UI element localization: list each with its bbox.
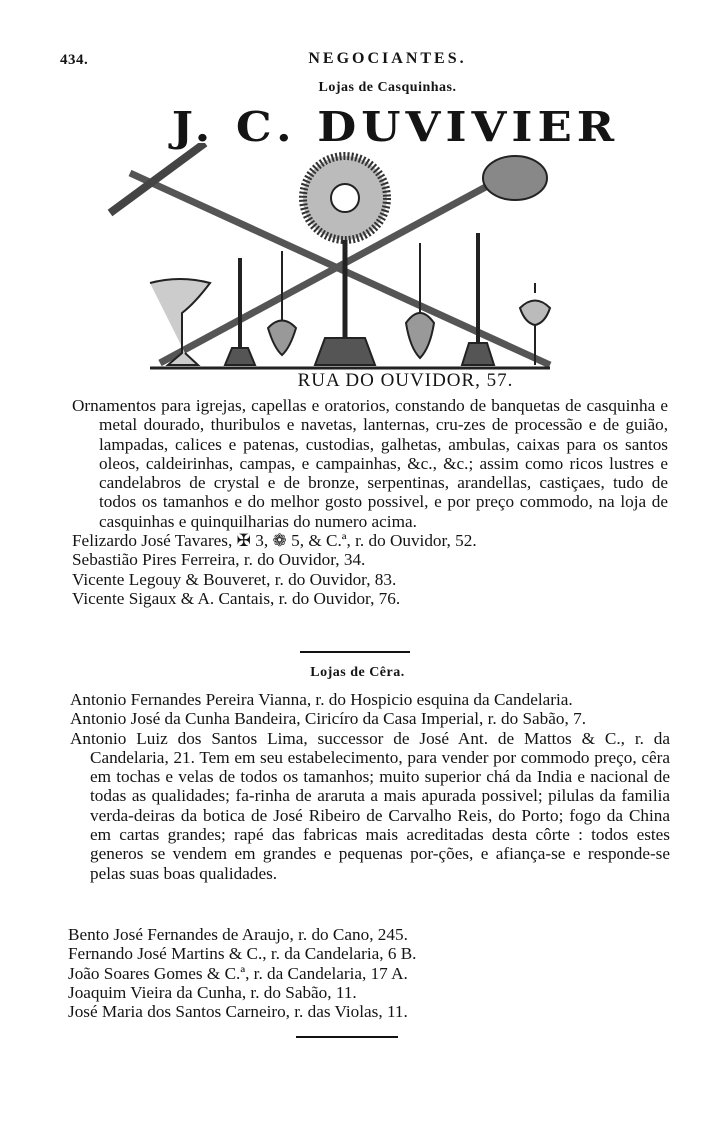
- page-number: 434.: [60, 52, 89, 68]
- section-divider: [300, 651, 410, 653]
- list-item: João Soares Gomes & C.ª, r. da Candelaria, 17 A.: [68, 963, 408, 983]
- casquinhas-listing: [72, 396, 668, 608]
- advert-paragraph: Ornamentos para igrejas, capellas e oratorios, constando de banquetas de casquinha e metal dourado, thuribulos e navetas, lanternas, cru-zes de processão e de guião, lampadas, calices e patenas, custodias, galhetas, ambulas, caixas para os santos oleos, caldeirinhas, campas, e campainhas, &c., &c.; assim como ricos lustres e candelabros de crystal e de bronze, serpentinas, arandellas, castiçaes, tudo de todos os tamanhos e do melhor gosto possivel, e por preço commodo, na loja de casquinhas e quinquilharias do numero acima.: [72, 396, 668, 531]
- end-divider: [296, 1036, 398, 1038]
- list-item: Antonio José da Cunha Bandeira, Ciricíro da Casa Imperial, r. do Sabão, 7.: [70, 709, 586, 729]
- list-item: Antonio Luiz dos Santos Lima, successor de José Ant. de Mattos & C., r. da Candelaria, 21. Tem em seu estabelecimento, para vender por commodo preço, cêra em tochas e velas de todos os tamanhos; muito superior chá da India e nacional de todas as qualidades; fa-rinha de araruta a mais apurada possivel; pilulas da familia verda-deiras da botica de José Ribeiro de Carvalho Reis, do Porto; fogo da China em cartas grandes; rapé das fabricas mais acreditadas desta côrte : todos estes generos se vendem em grandes e pequenas por-ções, e afiança-se e responde-se pelas suas boas qualidades.: [70, 728, 670, 883]
- list-item: Vicente Sigaux & A. Cantais, r. do Ouvidor, 76.: [72, 588, 401, 608]
- list-item: Joaquim Vieira da Cunha, r. do Sabão, 11.: [68, 982, 357, 1002]
- list-item: Bento José Fernandes de Araujo, r. do Cano, 245.: [68, 925, 408, 944]
- list-item: José Maria dos Santos Carneiro, r. das Violas, 11.: [68, 1002, 408, 1022]
- list-item: Sebastião Pires Ferreira, r. do Ouvidor, 34.: [72, 550, 366, 570]
- cera-section-title: Lojas de Cêra.: [310, 665, 405, 680]
- cera-listing: [70, 690, 670, 883]
- cera-short-listing: [68, 925, 628, 1021]
- list-item: Felizardo José Tavares, ✠ 3, ❁ 5, & C.ª, r. do Ouvidor, 52.: [72, 531, 477, 551]
- subsection-title: Lojas de Casquinhas.: [318, 80, 457, 95]
- brand-name: J. C. DUVIVIER: [171, 102, 620, 151]
- section-title: NEGOCIANTES.: [308, 50, 467, 67]
- list-item: Vicente Legouy & Bouveret, r. do Ouvidor, 83.: [72, 569, 397, 589]
- shop-address: RUA DO OUVIDOR, 57.: [297, 370, 514, 391]
- list-item: Antonio Fernandes Pereira Vianna, r. do Hospicio esquina da Candelaria.: [70, 690, 573, 709]
- list-item: Fernando José Martins & C., r. da Candelaria, 6 B.: [68, 944, 417, 964]
- church-ornaments-illustration-icon: [90, 143, 560, 371]
